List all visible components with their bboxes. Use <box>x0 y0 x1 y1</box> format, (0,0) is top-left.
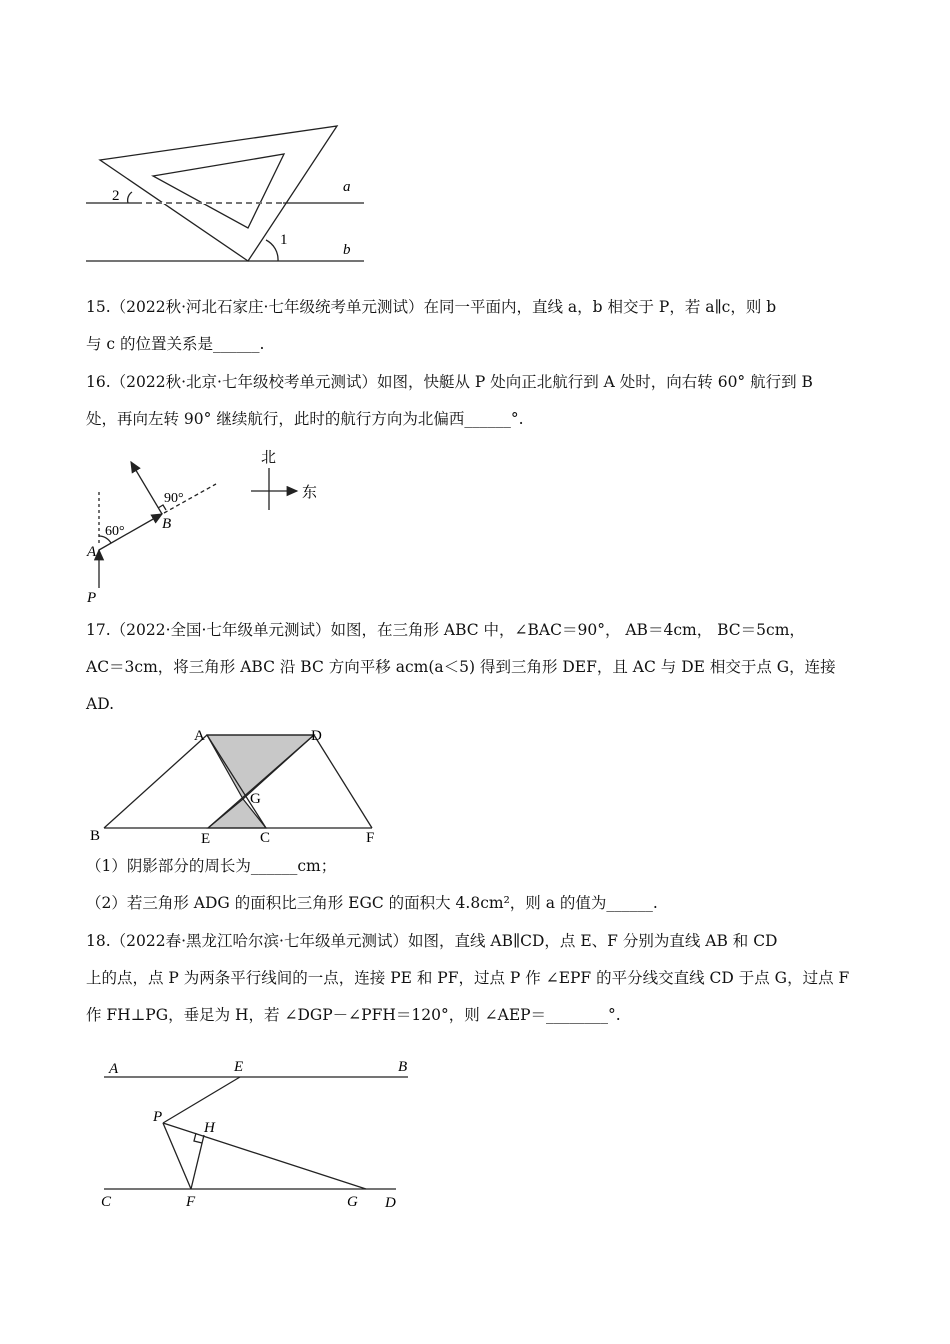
label-A: A <box>194 728 205 744</box>
segment-AB <box>104 735 207 828</box>
figure-18 <box>96 1050 416 1220</box>
label-G: G <box>250 791 261 807</box>
figure-17 <box>86 725 386 850</box>
angle-2-arc <box>128 192 132 203</box>
label-D: D <box>385 1195 396 1211</box>
question-17-subs <box>86 848 868 922</box>
label-b: b <box>343 242 351 258</box>
shaded-upper <box>207 735 314 799</box>
question-17-sub-2: （2）若三角形 ADG 的面积比三角形 EGC 的面积大 4.8cm²，则 a 的值为______. <box>86 894 658 912</box>
triangle-inner <box>153 154 284 228</box>
label-B: B <box>162 516 172 532</box>
label-2: 2 <box>112 188 120 204</box>
label-90: 90° <box>164 491 184 506</box>
angle-1-arc <box>266 240 278 261</box>
question-16 <box>86 364 868 438</box>
question-16-line-2: 处，再向左转 90° 继续航行，此时的航行方向为北偏西______°. <box>86 410 524 428</box>
triangle-outer <box>100 126 337 261</box>
question-17-sub-1: （1）阴影部分的周长为______cm； <box>86 857 337 875</box>
label-C: C <box>101 1194 112 1210</box>
label-F: F <box>366 830 375 846</box>
label-E: E <box>201 831 211 847</box>
segment-PE <box>163 1077 240 1123</box>
question-18 <box>86 923 868 1034</box>
question-17-line-3: AD. <box>86 695 114 713</box>
segment-PF <box>163 1123 191 1189</box>
question-17-line-2: AC＝3cm，将三角形 ABC 沿 BC 方向平移 acm(a＜5) 得到三角形 DEF，且 AC 与 DE 相交于点 G，连接 <box>86 658 836 676</box>
question-15 <box>86 289 868 363</box>
label-A: A <box>109 1061 119 1077</box>
label-H: H <box>204 1120 215 1136</box>
label-P: P <box>87 590 97 606</box>
segment-DF <box>314 735 372 828</box>
figure-16 <box>80 440 340 610</box>
question-16-line-1: 16.（2022秋·北京·七年级校考单元测试）如图，快艇从 P 处向正北航行到 A 处时，向右转 60° 航行到 B <box>86 373 813 391</box>
label-A: A <box>87 544 97 560</box>
label-F: F <box>186 1194 196 1210</box>
question-18-line-1: 18.（2022春·黑龙江哈尔滨·七年级单元测试）如图，直线 AB∥CD，点 E、F 分别为直线 AB 和 CD <box>86 932 778 950</box>
label-B: B <box>398 1059 408 1075</box>
label-E: E <box>234 1059 244 1075</box>
label-60: 60° <box>105 524 125 539</box>
question-18-line-3: 作 FH⊥PG，垂足为 H，若 ∠DGP－∠PFH＝120°，则 ∠AEP＝________°. <box>86 1006 621 1024</box>
label-B: B <box>90 828 101 844</box>
question-15-line-2: 与 c 的位置关系是______. <box>86 335 265 353</box>
question-15-line-1: 15.（2022秋·河北石家庄·七年级统考单元测试）在同一平面内，直线 a，b 相交于 P，若 a∥c，则 b <box>86 298 777 316</box>
figure-14 <box>80 120 380 270</box>
path-B-new <box>131 462 162 514</box>
question-18-line-2: 上的点，点 P 为两条平行线间的一点，连接 PE 和 PF，过点 P 作 ∠EPF 的平分线交直线 CD 于点 G，过点 F <box>86 969 850 987</box>
label-a: a <box>343 179 351 195</box>
label-east: 东 <box>302 485 318 501</box>
label-G: G <box>347 1194 358 1210</box>
question-17 <box>86 612 868 723</box>
label-P: P <box>153 1109 163 1125</box>
label-C: C <box>260 830 271 846</box>
segment-FH <box>191 1135 204 1189</box>
label-1: 1 <box>280 232 288 248</box>
label-north: 北 <box>261 450 277 466</box>
label-D: D <box>311 728 322 744</box>
question-17-line-1: 17.（2022·全国·七年级单元测试）如图，在三角形 ABC 中，∠BAC＝90°， AB＝4cm， BC＝5cm， <box>86 621 805 639</box>
